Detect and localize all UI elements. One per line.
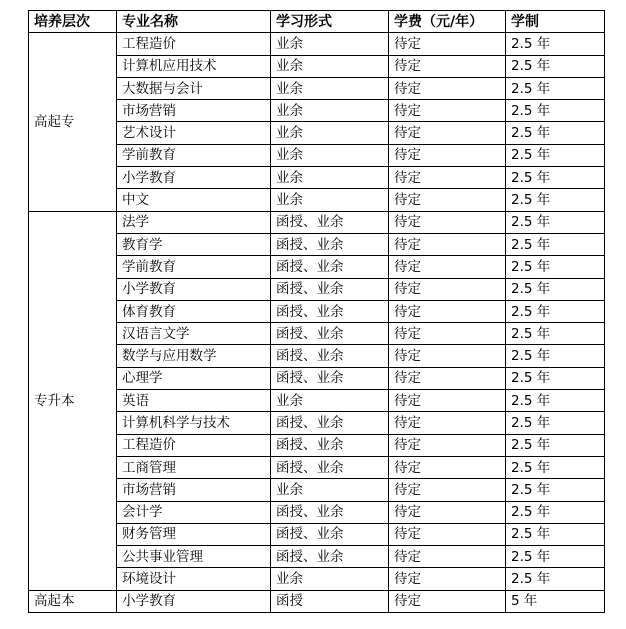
major-name-cell: 汉语言文学 <box>117 323 271 345</box>
header-major: 专业名称 <box>117 11 271 33</box>
tuition-cell: 待定 <box>389 189 506 211</box>
duration-cell: 2.5 年 <box>506 323 605 345</box>
duration-cell: 2.5 年 <box>506 233 605 255</box>
major-name-cell: 工程造价 <box>117 434 271 456</box>
study-mode-cell: 函授 <box>271 590 389 612</box>
study-mode-cell: 业余 <box>271 167 389 189</box>
tuition-cell: 待定 <box>389 523 506 545</box>
tuition-cell: 待定 <box>389 278 506 300</box>
duration-cell: 2.5 年 <box>506 412 605 434</box>
tuition-cell: 待定 <box>389 300 506 322</box>
level-cell: 专升本 <box>29 211 117 590</box>
duration-cell: 2.5 年 <box>506 100 605 122</box>
study-mode-cell: 函授、业余 <box>271 256 389 278</box>
header-tuition: 学费（元/年） <box>389 11 506 33</box>
major-name-cell: 艺术设计 <box>117 122 271 144</box>
major-name-cell: 小学教育 <box>117 278 271 300</box>
table-row <box>29 590 605 612</box>
duration-cell: 2.5 年 <box>506 523 605 545</box>
table-body <box>29 33 605 613</box>
study-mode-cell: 函授、业余 <box>271 233 389 255</box>
study-mode-cell: 函授、业余 <box>271 434 389 456</box>
tuition-cell: 待定 <box>389 122 506 144</box>
major-name-cell: 会计学 <box>117 501 271 523</box>
major-name-cell: 心理学 <box>117 367 271 389</box>
duration-cell: 2.5 年 <box>506 568 605 590</box>
major-name-cell: 英语 <box>117 390 271 412</box>
study-mode-cell: 函授、业余 <box>271 456 389 478</box>
study-mode-cell: 函授、业余 <box>271 367 389 389</box>
table-header <box>29 11 605 33</box>
major-name-cell: 中文 <box>117 189 271 211</box>
duration-cell: 2.5 年 <box>506 278 605 300</box>
tuition-cell: 待定 <box>389 479 506 501</box>
tuition-cell: 待定 <box>389 167 506 189</box>
major-name-cell: 学前教育 <box>117 256 271 278</box>
study-mode-cell: 业余 <box>271 100 389 122</box>
duration-cell: 2.5 年 <box>506 434 605 456</box>
level-cell: 高起专 <box>29 33 117 211</box>
duration-cell: 2.5 年 <box>506 367 605 389</box>
major-name-cell: 体育教育 <box>117 300 271 322</box>
header-duration: 学制 <box>506 11 605 33</box>
major-name-cell: 工商管理 <box>117 456 271 478</box>
duration-cell: 2.5 年 <box>506 300 605 322</box>
duration-cell: 2.5 年 <box>506 479 605 501</box>
study-mode-cell: 函授、业余 <box>271 211 389 233</box>
study-mode-cell: 业余 <box>271 77 389 99</box>
study-mode-cell: 函授、业余 <box>271 412 389 434</box>
study-mode-cell: 业余 <box>271 55 389 77</box>
tuition-cell: 待定 <box>389 390 506 412</box>
tuition-cell: 待定 <box>389 144 506 166</box>
tuition-cell: 待定 <box>389 434 506 456</box>
study-mode-cell: 业余 <box>271 122 389 144</box>
major-name-cell: 计算机应用技术 <box>117 55 271 77</box>
duration-cell: 2.5 年 <box>506 189 605 211</box>
study-mode-cell: 业余 <box>271 144 389 166</box>
major-name-cell: 大数据与会计 <box>117 77 271 99</box>
study-mode-cell: 函授、业余 <box>271 523 389 545</box>
tuition-cell: 待定 <box>389 55 506 77</box>
tuition-cell: 待定 <box>389 590 506 612</box>
major-name-cell: 工程造价 <box>117 33 271 55</box>
tuition-cell: 待定 <box>389 456 506 478</box>
tuition-cell: 待定 <box>389 100 506 122</box>
tuition-cell: 待定 <box>389 233 506 255</box>
major-name-cell: 小学教育 <box>117 167 271 189</box>
major-name-cell: 小学教育 <box>117 590 271 612</box>
study-mode-cell: 函授、业余 <box>271 278 389 300</box>
major-name-cell: 市场营销 <box>117 100 271 122</box>
tuition-cell: 待定 <box>389 77 506 99</box>
major-name-cell: 学前教育 <box>117 144 271 166</box>
duration-cell: 2.5 年 <box>506 211 605 233</box>
duration-cell: 2.5 年 <box>506 546 605 568</box>
study-mode-cell: 函授、业余 <box>271 323 389 345</box>
duration-cell: 2.5 年 <box>506 55 605 77</box>
tuition-cell: 待定 <box>389 501 506 523</box>
tuition-cell: 待定 <box>389 256 506 278</box>
study-mode-cell: 函授、业余 <box>271 546 389 568</box>
tuition-cell: 待定 <box>389 568 506 590</box>
tuition-cell: 待定 <box>389 367 506 389</box>
duration-cell: 2.5 年 <box>506 167 605 189</box>
level-cell: 高起本 <box>29 590 117 612</box>
study-mode-cell: 业余 <box>271 189 389 211</box>
tuition-cell: 待定 <box>389 33 506 55</box>
major-name-cell: 环境设计 <box>117 568 271 590</box>
study-mode-cell: 业余 <box>271 390 389 412</box>
duration-cell: 5 年 <box>506 590 605 612</box>
study-mode-cell: 函授、业余 <box>271 501 389 523</box>
major-name-cell: 教育学 <box>117 233 271 255</box>
study-mode-cell: 业余 <box>271 568 389 590</box>
tuition-cell: 待定 <box>389 345 506 367</box>
major-name-cell: 数学与应用数学 <box>117 345 271 367</box>
table-row <box>29 211 605 233</box>
header-row <box>29 11 605 33</box>
major-name-cell: 市场营销 <box>117 479 271 501</box>
tuition-cell: 待定 <box>389 546 506 568</box>
table-row <box>29 33 605 55</box>
duration-cell: 2.5 年 <box>506 77 605 99</box>
tuition-cell: 待定 <box>389 412 506 434</box>
header-study-mode: 学习形式 <box>271 11 389 33</box>
duration-cell: 2.5 年 <box>506 33 605 55</box>
study-mode-cell: 业余 <box>271 33 389 55</box>
tuition-cell: 待定 <box>389 211 506 233</box>
major-name-cell: 法学 <box>117 211 271 233</box>
duration-cell: 2.5 年 <box>506 122 605 144</box>
major-name-cell: 财务管理 <box>117 523 271 545</box>
duration-cell: 2.5 年 <box>506 501 605 523</box>
study-mode-cell: 业余 <box>271 479 389 501</box>
duration-cell: 2.5 年 <box>506 144 605 166</box>
tuition-cell: 待定 <box>389 323 506 345</box>
duration-cell: 2.5 年 <box>506 345 605 367</box>
header-level: 培养层次 <box>29 11 117 33</box>
enrollment-table <box>28 10 605 613</box>
major-name-cell: 计算机科学与技术 <box>117 412 271 434</box>
duration-cell: 2.5 年 <box>506 390 605 412</box>
duration-cell: 2.5 年 <box>506 256 605 278</box>
major-name-cell: 公共事业管理 <box>117 546 271 568</box>
study-mode-cell: 函授、业余 <box>271 300 389 322</box>
study-mode-cell: 函授、业余 <box>271 345 389 367</box>
duration-cell: 2.5 年 <box>506 456 605 478</box>
